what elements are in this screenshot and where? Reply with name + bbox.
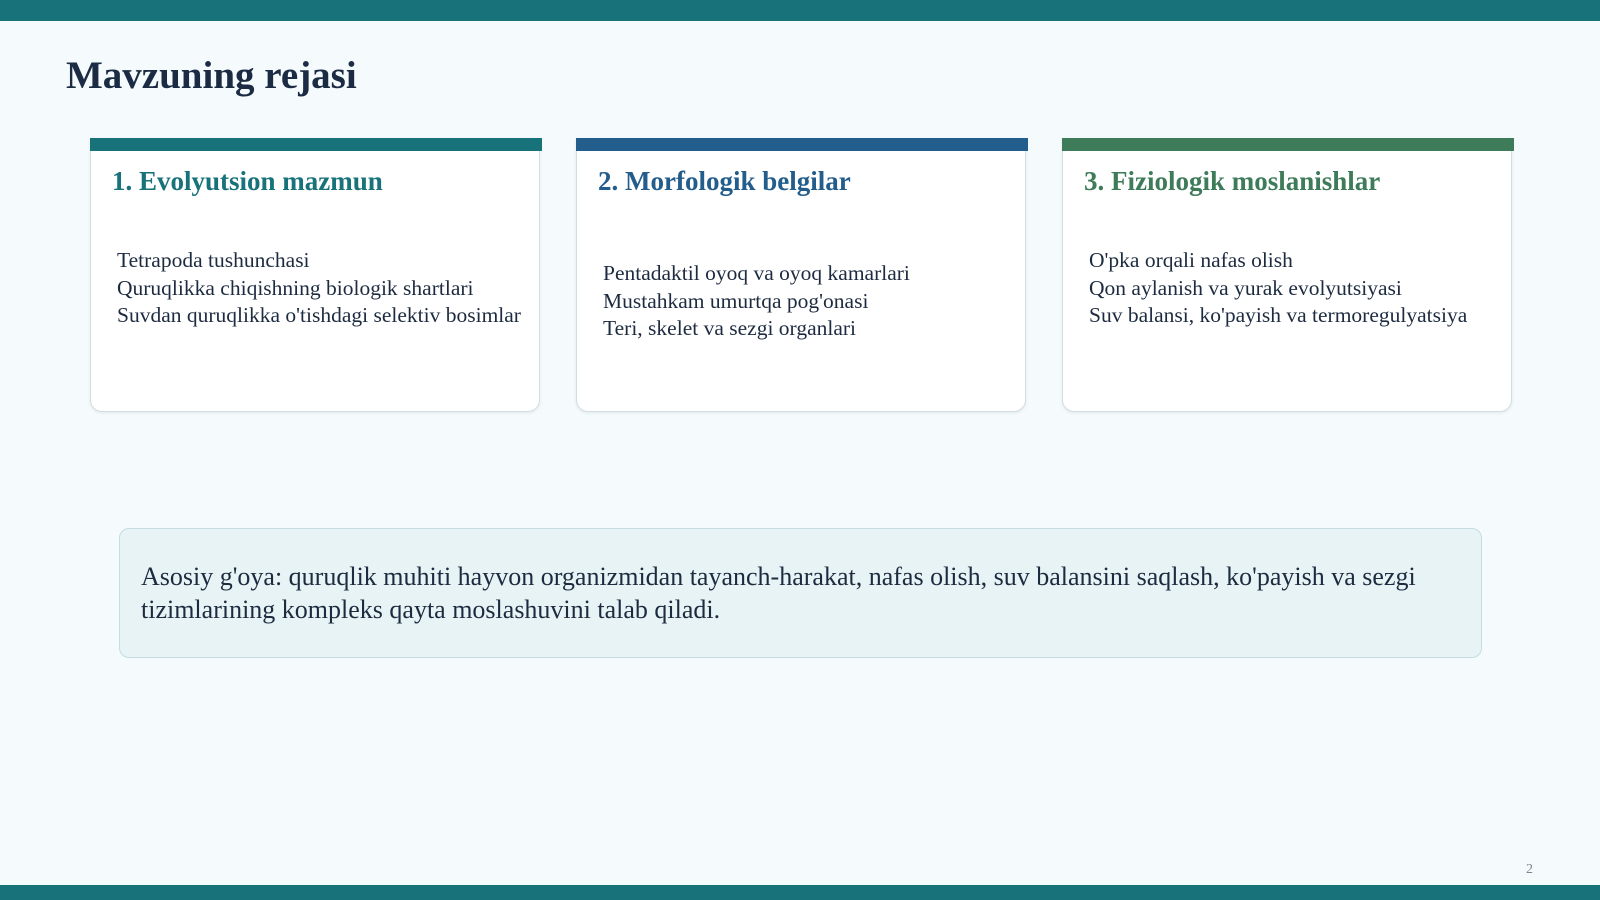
plan-card-morphology [576,138,1026,412]
list-item: Suv balansi, ko'payish va termoregulyatsiya [1089,303,1468,327]
bottom-accent-bar [0,885,1600,900]
card-title: 1. Evolyutsion mazmun [112,166,383,196]
list-item: Teri, skelet va sezgi organlari [603,316,857,340]
card-accent-bar [90,138,542,151]
card-item-list [603,260,1007,343]
list-item: Tetrapoda tushunchasi [117,248,310,272]
list-item: Qon aylanish va yurak evolyutsiyasi [1089,275,1402,300]
list-item: Suvdan quruqlikka o'tishdagi selektiv bosimlar [117,303,521,327]
card-title: 2. Morfologik belgilar [598,166,851,196]
list-item: O'pka orqali nafas olish [1089,248,1293,272]
list-item: Quruqlikka chiqishning biologik shartlari [117,275,474,300]
key-idea-text: Asosiy g'oya: quruqlik muhiti hayvon organizmidan tayanch-harakat, nafas olish, suv balansini saqlash, ko'payish va sezgi tizimlarining kompleks qayta moslashuvini talab qiladi. [141,562,1416,624]
card-accent-bar [576,138,1028,151]
card-item-list [117,247,521,330]
list-item: Mustahkam umurtqa pog'onasi [603,288,869,313]
card-item-list [1089,247,1493,330]
card-accent-bar [1062,138,1514,151]
page-title: Mavzuning rejasi [66,54,357,97]
list-item: Pentadaktil oyoq va oyoq kamarlari [603,261,910,285]
page-number: 2 [1526,862,1533,877]
top-accent-bar [0,0,1600,21]
key-idea-box [119,528,1482,658]
card-title: 3. Fiziologik moslanishlar [1084,166,1381,196]
plan-card-physiology [1062,138,1512,412]
plan-card-evolution [90,138,540,412]
